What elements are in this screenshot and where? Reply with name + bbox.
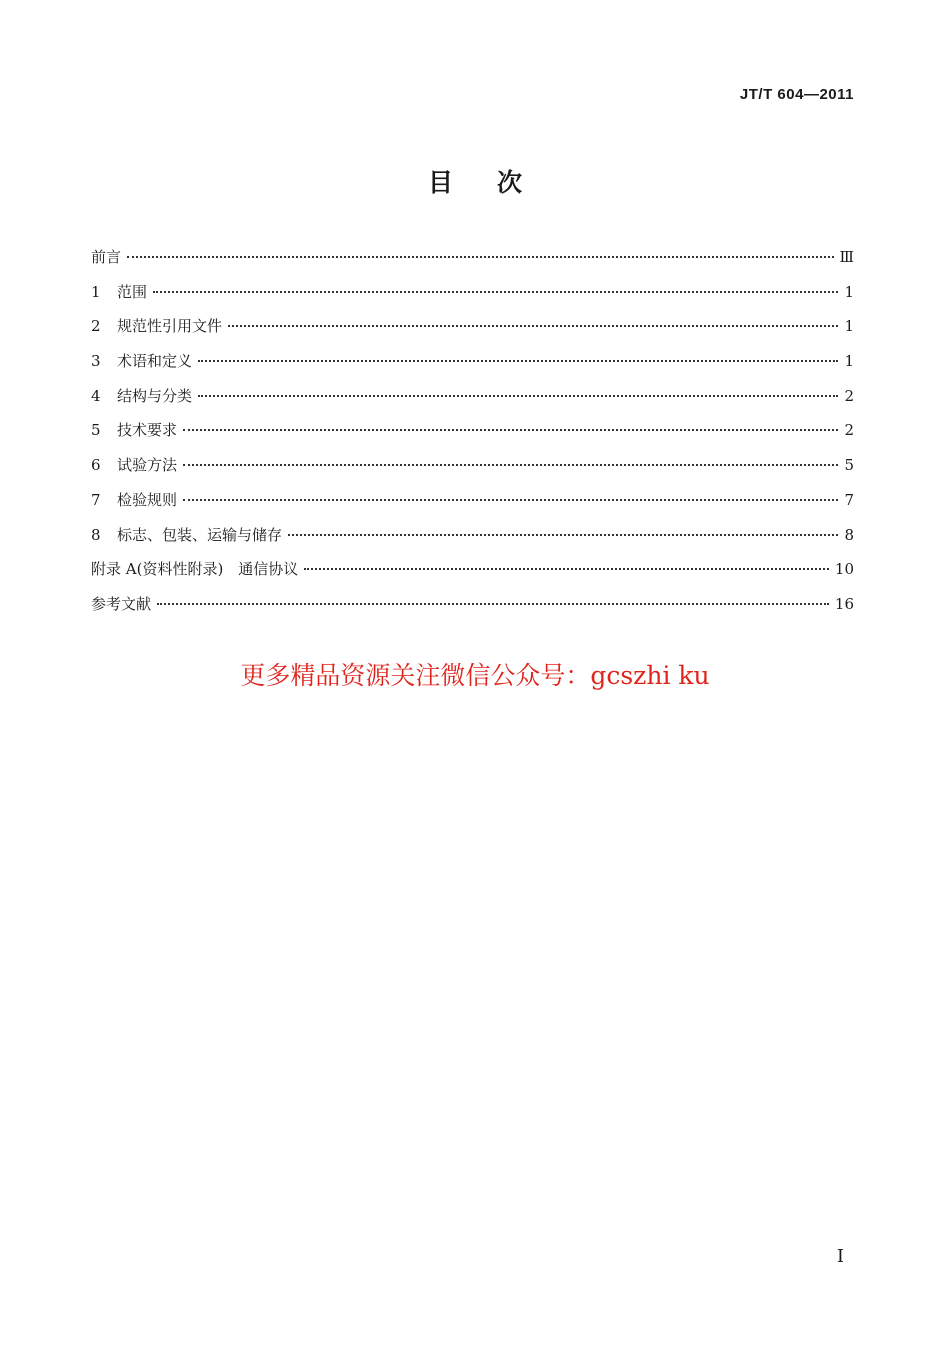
page-number: I: [836, 1246, 844, 1267]
toc-entry-label: 检验规则: [117, 490, 178, 509]
toc-entry-label: 术语和定义: [117, 352, 193, 371]
toc-entry-page: 10: [834, 560, 854, 579]
toc-entry-label: 结构与分类: [117, 386, 193, 405]
toc-entry-label: 试验方法: [117, 456, 178, 475]
toc-entry-page: 1: [844, 317, 854, 336]
toc-dot-leader: [183, 464, 838, 466]
toc-entry-test-methods[interactable]: [91, 452, 854, 487]
toc-entry-terms[interactable]: [91, 348, 854, 383]
toc-dot-leader: [228, 325, 838, 327]
toc-entry-scope[interactable]: [91, 279, 854, 314]
toc-entry-number: 6: [91, 456, 101, 475]
toc-dot-leader: [288, 534, 838, 536]
toc-entry-page: 1: [844, 352, 854, 371]
toc-entry-page: 8: [844, 525, 854, 544]
toc-entry-label: 前言: [91, 248, 122, 266]
toc-entry-number: 1: [91, 282, 101, 301]
toc-dot-leader: [183, 429, 838, 431]
toc-dot-leader: [157, 603, 829, 605]
document-code: JT/T 604—2011: [739, 86, 854, 103]
toc-entry-annex-a[interactable]: [91, 556, 854, 591]
promo-text: 更多精品资源关注微信公众号：gcszhi ku: [240, 661, 710, 690]
toc-entry-page: 1: [844, 282, 854, 301]
toc-entry-label: 参考文献: [91, 594, 152, 613]
toc-entry-page: Ⅲ: [839, 248, 854, 266]
toc-entry-label: 规范性引用文件: [117, 317, 223, 336]
toc-entry-page: 2: [844, 386, 854, 405]
toc-entry-label: 标志、包装、运输与储存: [117, 525, 283, 544]
toc-entry-structure[interactable]: [91, 383, 854, 418]
toc-dot-leader: [198, 395, 838, 397]
toc-dot-leader: [183, 499, 838, 501]
toc-dot-leader: [198, 360, 838, 362]
toc-dot-leader: [304, 568, 829, 570]
toc-entry-page: 7: [844, 490, 854, 509]
toc-entry-foreword[interactable]: [91, 244, 854, 279]
toc-dot-leader: [153, 291, 838, 293]
toc-entry-label: 附录 A(资料性附录) 通信协议: [91, 560, 299, 579]
toc-entry-page: 2: [844, 421, 854, 440]
toc-entry-bibliography[interactable]: [91, 591, 854, 626]
table-of-contents: [91, 244, 854, 626]
toc-entry-number: 4: [91, 386, 101, 405]
page-title: 目次: [427, 168, 566, 197]
toc-entry-page: 16: [834, 594, 854, 613]
toc-entry-number: 8: [91, 525, 101, 544]
toc-entry-number: 5: [91, 421, 101, 440]
toc-entry-label: 范围: [117, 282, 148, 301]
toc-entry-number: 7: [91, 490, 101, 509]
toc-entry-label: 技术要求: [117, 421, 178, 440]
toc-entry-requirements[interactable]: [91, 417, 854, 452]
toc-entry-number: 2: [91, 317, 101, 336]
toc-entry-normative-references[interactable]: [91, 313, 854, 348]
toc-dot-leader: [127, 256, 834, 258]
toc-entry-inspection-rules[interactable]: [91, 487, 854, 522]
toc-entry-page: 5: [844, 456, 854, 475]
toc-entry-marking-packaging[interactable]: [91, 522, 854, 557]
toc-entry-number: 3: [91, 352, 101, 371]
